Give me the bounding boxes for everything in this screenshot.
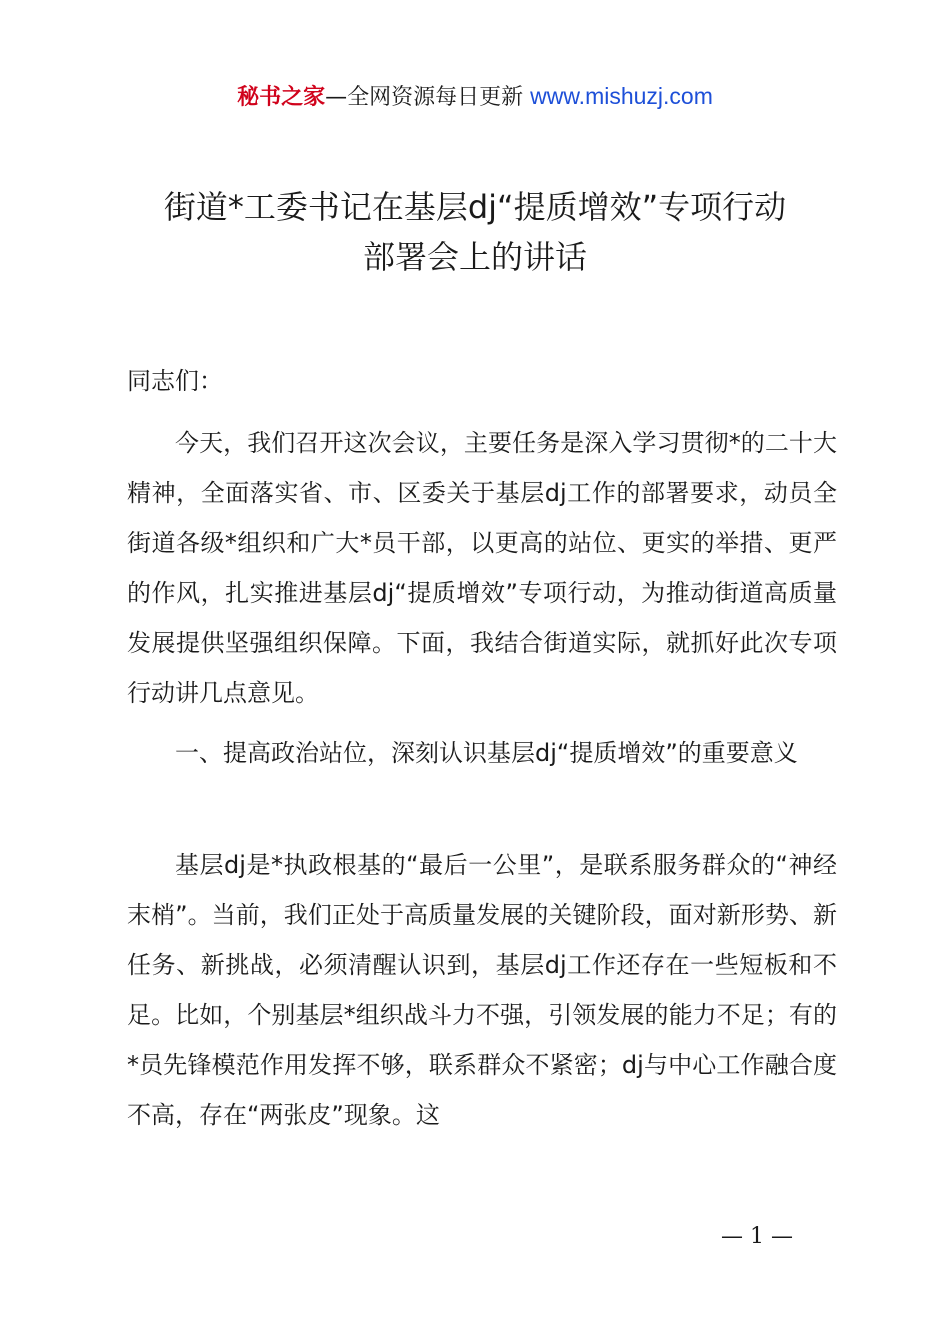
paragraph-intro: 今天，我们召开这次会议，主要任务是深入学习贯彻*的二十大精神，全面落实省、市、区委关于基层dj工作的部署要求，动员全街道各级*组织和广大*员干部，以更高的站位、更实的举措、更严的作风，扎实推进基层dj“提质增效”专项行动，为推动街道高质量发展提供坚强组织保障。下面，我结合街道实际，就抓好此次专项行动讲几点意见。 [127,429,837,707]
paragraph-section-1: 基层dj是*执政根基的“最后一公里”，是联系服务群众的“神经末梢”。当前，我们正处于高质量发展的关键阶段，面对新形势、新任务、新挑战，必须清醒认识到，基层dj工作还存在一些短板和不足。比如，个别基层*组织战斗力不强，引领发展的能力不足；有的*员先锋模范作用发挥不够，联系群众不紧密；dj与中心工作融合度不高，存在“两张皮”现象。这 [127,851,837,1129]
brand-name: 秘书之家 [237,85,326,110]
section-heading-1: 一、提高政治站位，深刻认识基层dj“提质增效”的重要意义 [175,739,798,767]
title-line-2: 部署会上的讲话 [362,238,587,276]
title-line-1: 街道*工委书记在基层dj“提质增效”专项行动 [163,188,787,226]
salutation: 同志们： [127,367,223,395]
document-title [100,182,850,282]
page-number: — 1 — [721,1224,793,1249]
site-url-link[interactable]: www.mishuzj.com [530,83,713,109]
site-header [0,80,950,114]
header-tagline: —全网资源每日更新 [325,85,531,110]
